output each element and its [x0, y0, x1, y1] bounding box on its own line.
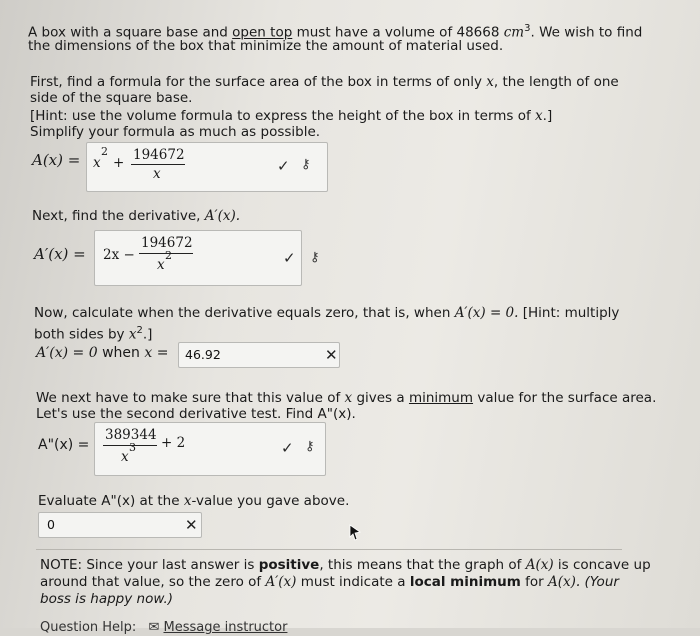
note-function-2: A(x). — [548, 574, 581, 590]
part5-answer-box[interactable] — [38, 512, 202, 538]
part1-line-1 — [30, 74, 619, 91]
part3-line-2 — [34, 322, 152, 344]
part4-text-b: gives a — [356, 390, 405, 406]
part4-line-2: Let's use the second derivative test. Find A"(x). — [36, 406, 356, 422]
note-text-c: is concave up — [557, 557, 651, 573]
part4-text-c: value for the surface area. — [477, 390, 657, 406]
var-x: x — [128, 326, 137, 343]
part1-answer-box[interactable] — [86, 142, 328, 192]
note-positive: positive — [258, 557, 320, 573]
part1-term-exp: 2 — [101, 145, 108, 158]
question-help-label: Question Help: — [40, 620, 137, 635]
note-line-3: boss is happy now.) — [40, 591, 174, 607]
part2-line-1 — [32, 208, 240, 225]
part5-line-1 — [38, 493, 349, 510]
minimum-link[interactable]: minimum — [408, 390, 474, 406]
part3-condition: A′(x) = 0. — [454, 305, 519, 321]
part3-when: when — [102, 345, 140, 361]
part3-equation: A′(x) = 0 — [36, 345, 98, 361]
note-label: NOTE: — [40, 557, 83, 573]
open-top-link[interactable]: open top — [232, 24, 293, 41]
part1-line-4: Simplify your formula as much as possible. — [30, 124, 321, 140]
part2-text: Next, find the derivative, — [32, 208, 201, 224]
message-instructor-link[interactable]: Message instructor — [163, 620, 288, 635]
part2-label: A′(x) = — [34, 245, 86, 263]
note-text-2c: for — [525, 574, 544, 590]
note-text: Since your last answer is — [86, 557, 255, 573]
divider — [36, 549, 622, 550]
note-text-b: , this means that the graph of — [319, 557, 522, 573]
part3-hint-end: .] — [142, 326, 153, 343]
part3-line-1 — [34, 305, 619, 322]
problem-volume: must have a volume of 48668 — [296, 24, 500, 41]
part4-label: A"(x) = — [38, 437, 90, 453]
part1-denominator: x — [153, 166, 161, 182]
part1-term: x — [93, 155, 101, 171]
cross-icon: ✕ — [185, 516, 198, 534]
part5-text: Evaluate A"(x) at the — [38, 493, 180, 509]
part2-denominator: x — [157, 257, 165, 273]
part4-line-1 — [36, 390, 656, 407]
var-x: x — [535, 108, 543, 124]
part4-denominator-exp: 3 — [129, 441, 136, 454]
part2-numerator: 194672 — [141, 235, 193, 251]
var-x: x — [486, 74, 494, 90]
part3-answer-input[interactable] — [185, 347, 295, 362]
part1-hint: [Hint: use the volume formula to express the height of the box in terms of — [30, 108, 531, 124]
key-icon[interactable]: ⚷ — [301, 157, 311, 172]
part4-answer-box[interactable] — [94, 422, 326, 476]
note-function: A(x) — [525, 557, 554, 573]
problem-text-end: . We wish to find — [530, 24, 643, 41]
var-x: x — [183, 493, 192, 509]
var-x: x — [344, 390, 353, 406]
note-text-2d: (Your — [584, 574, 619, 590]
part4-denominator: x — [121, 449, 129, 465]
part1-line-3 — [30, 108, 552, 125]
part3-text-2: both sides by — [34, 326, 125, 343]
part2-denominator-exp: 2 — [165, 249, 172, 262]
note-text-2: around that value, so the zero of — [40, 574, 262, 590]
mail-icon: ✉ — [148, 620, 160, 635]
part3-exp: 2 — [136, 325, 143, 336]
part2-answer-box[interactable] — [94, 230, 302, 286]
part1-text: First, find a formula for the surface area of the box in terms of only — [30, 74, 482, 90]
note-line-2 — [40, 574, 619, 591]
key-icon[interactable]: ⚷ — [305, 439, 315, 454]
part4-tail: + 2 — [161, 435, 186, 451]
cross-icon: ✕ — [325, 346, 338, 364]
unit-exponent: 3 — [524, 23, 531, 34]
part3-answer-box[interactable] — [178, 342, 340, 368]
part2-lead: 2x − — [103, 247, 135, 263]
part1-text-end: , the length of one — [493, 74, 619, 90]
part4-numerator: 389344 — [105, 427, 157, 443]
note-derivative: A′(x) — [265, 574, 297, 590]
part1-label: A(x) = — [32, 151, 81, 169]
part1-fraction-bar — [131, 164, 185, 165]
note-line-1 — [40, 557, 651, 574]
problem-line-2: the dimensions of the box that minimize the amount of material used. — [28, 38, 504, 54]
part4-text: We next have to make sure that this value of — [36, 390, 341, 406]
problem-text: A box with a square base and — [28, 24, 228, 41]
part5-text-b: -value you gave above. — [191, 493, 350, 509]
unit: cm — [503, 24, 525, 41]
part1-numerator: 194672 — [133, 147, 185, 163]
check-icon: ✓ — [277, 157, 290, 175]
note-text-2b: must indicate a — [300, 574, 406, 590]
part1-plus: + — [113, 155, 125, 171]
part5-answer-input[interactable] — [47, 517, 157, 532]
part3-text: Now, calculate when the derivative equals zero, that is, when — [34, 305, 451, 321]
mouse-cursor-icon — [348, 523, 362, 541]
part3-hint: [Hint: multiply — [522, 305, 620, 321]
key-icon[interactable]: ⚷ — [310, 250, 320, 265]
part3-label — [36, 345, 168, 362]
note-local-min: local minimum — [409, 574, 521, 590]
part1-line-2: side of the square base. — [30, 90, 193, 106]
part1-hint-end: .] — [542, 108, 553, 124]
check-icon: ✓ — [283, 249, 296, 267]
part3-x-equals: x = — [144, 345, 169, 361]
check-icon: ✓ — [281, 439, 294, 457]
part2-derivative: A′(x). — [204, 208, 241, 224]
